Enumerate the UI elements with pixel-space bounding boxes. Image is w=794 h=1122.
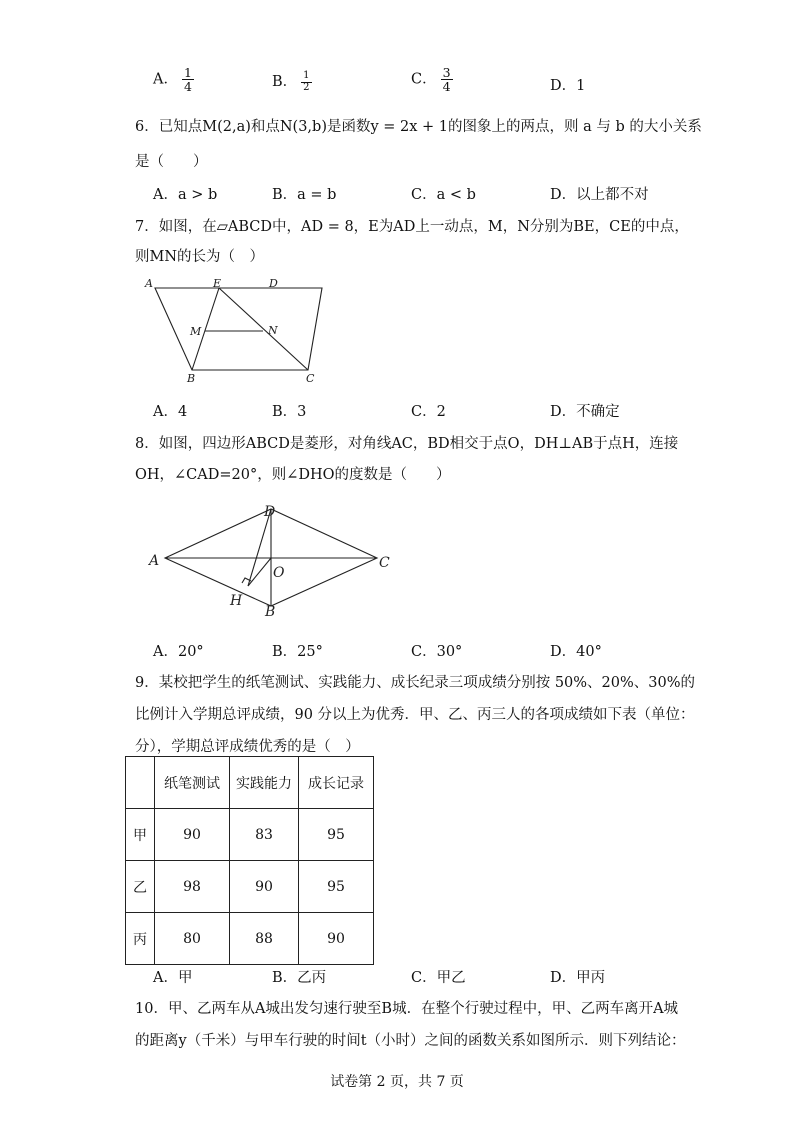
q10-stem-line1: 10．甲、乙两车从A城出发匀速行驶至B城．在整个行驶过程中，甲、乙两车离开A城	[135, 1001, 679, 1017]
denominator: 4	[442, 79, 451, 95]
table-header-row	[126, 757, 374, 809]
q7-stem-line2: 则MN的长为（ ）	[135, 249, 265, 265]
label-d: D	[264, 504, 276, 520]
table-row	[126, 809, 374, 861]
table-header-cell: 成长记录	[299, 757, 374, 809]
table-cell: 83	[230, 809, 299, 861]
segment-ce	[219, 288, 308, 370]
table-cell: 90	[155, 809, 230, 861]
label-m: M	[190, 325, 202, 338]
denominator: 2	[303, 81, 310, 93]
denominator: 4	[183, 79, 192, 95]
numerator: 3	[442, 65, 451, 80]
q7-option-d: D．不确定	[550, 404, 620, 420]
rhombus-figure	[140, 500, 410, 620]
label-o: O	[273, 565, 285, 581]
q8-option-a: A．20°	[153, 644, 204, 660]
numerator: 1	[303, 70, 310, 81]
table-row	[126, 913, 374, 965]
label-a: A	[149, 553, 160, 569]
label-d: D	[269, 277, 278, 290]
label-c: C	[306, 372, 315, 385]
label-n: N	[268, 324, 278, 337]
table-cell: 95	[299, 809, 374, 861]
q7-option-c: C．2	[411, 404, 446, 420]
table-cell: 丙	[126, 913, 155, 965]
q5-option-b	[272, 70, 312, 93]
table-cell: 90	[230, 861, 299, 913]
table-cell: 乙	[126, 861, 155, 913]
table-cell: 甲	[126, 809, 155, 861]
table-cell: 98	[155, 861, 230, 913]
q6-option-c: C．a < b	[411, 187, 476, 203]
table-header-cell: 纸笔测试	[155, 757, 230, 809]
table-cell: 88	[230, 913, 299, 965]
option-letter: C．	[411, 71, 437, 88]
q8-option-c: C．30°	[411, 644, 463, 660]
option-letter: D．	[550, 78, 577, 94]
table-cell: 95	[299, 861, 374, 913]
q5-option-d	[550, 74, 585, 95]
q5-option-c	[411, 66, 453, 93]
segment-oh	[248, 558, 271, 586]
q9-option-b: B．乙丙	[272, 970, 327, 986]
label-c: C	[379, 555, 390, 571]
q6-option-a: A．a > b	[153, 187, 218, 203]
q6-stem-line2: 是（ ）	[135, 154, 208, 170]
label-b: B	[187, 372, 196, 385]
q6-stem-line1: 6．已知点M(2,a)和点N(3,b)是函数y = 2x + 1的图象上的两点，则 a 与 b 的大小关系	[135, 119, 702, 135]
q9-stem-line3: 分），学期总评成绩优秀的是（ ）	[135, 739, 360, 755]
table-cell: 80	[155, 913, 230, 965]
page-footer: 试卷第 2 页，共 7 页	[330, 1074, 464, 1090]
q7-option-a: A．4	[153, 404, 188, 420]
q8-option-b: B．25°	[272, 644, 323, 660]
q7-option-b: B．3	[272, 404, 307, 420]
label-a: A	[145, 277, 153, 290]
q9-stem-line1: 9．某校把学生的纸笔测试、实践能力、成长纪录三项成绩分别按 50%、20%、30%的	[135, 675, 696, 691]
q8-stem-line1: 8．如图，四边形ABCD是菱形，对角线AC，BD相交于点O，DH⊥AB于点H，连接	[135, 436, 679, 452]
label-b: B	[265, 604, 276, 620]
q8-option-d: D．40°	[550, 644, 602, 660]
table-row	[126, 861, 374, 913]
table-header-cell: 实践能力	[230, 757, 299, 809]
parallelogram-figure	[140, 276, 330, 386]
table-cell: 90	[299, 913, 374, 965]
fraction	[301, 71, 311, 93]
q10-stem-line2: 的距离y（千米）与甲车行驶的时间t（小时）之间的函数关系如图所示．则下列结论：	[135, 1033, 686, 1049]
q9-option-c: C．甲乙	[411, 970, 466, 986]
segment-dh	[248, 509, 271, 586]
parallelogram-abcd	[155, 288, 322, 370]
q5-option-a	[153, 66, 194, 93]
q7-stem-line1: 7．如图，在▱ABCD中，AD = 8，E为AD上一动点，M，N分别为BE，CE的中点，	[135, 219, 689, 235]
label-e: E	[213, 277, 222, 290]
numerator: 1	[183, 65, 192, 80]
option-text: 1	[576, 78, 586, 94]
q9-stem-line2: 比例计入学期总评成绩，90 分以上为优秀．甲、乙、丙三人的各项成绩如下表（单位：	[135, 707, 695, 723]
label-h: H	[230, 593, 243, 609]
q8-stem-line2: OH，∠CAD=20°，则∠DHO的度数是（ ）	[135, 467, 451, 483]
score-table	[125, 756, 374, 965]
q6-option-b: B．a = b	[272, 187, 337, 203]
option-letter: B．	[272, 74, 298, 90]
fraction	[441, 66, 453, 93]
q9-option-a: A．甲	[153, 970, 193, 986]
q6-option-d: D．以上都不对	[550, 187, 649, 203]
q9-option-d: D．甲丙	[550, 970, 606, 986]
fraction	[182, 66, 194, 93]
option-letter: A．	[153, 71, 178, 88]
table-header-cell	[126, 757, 155, 809]
